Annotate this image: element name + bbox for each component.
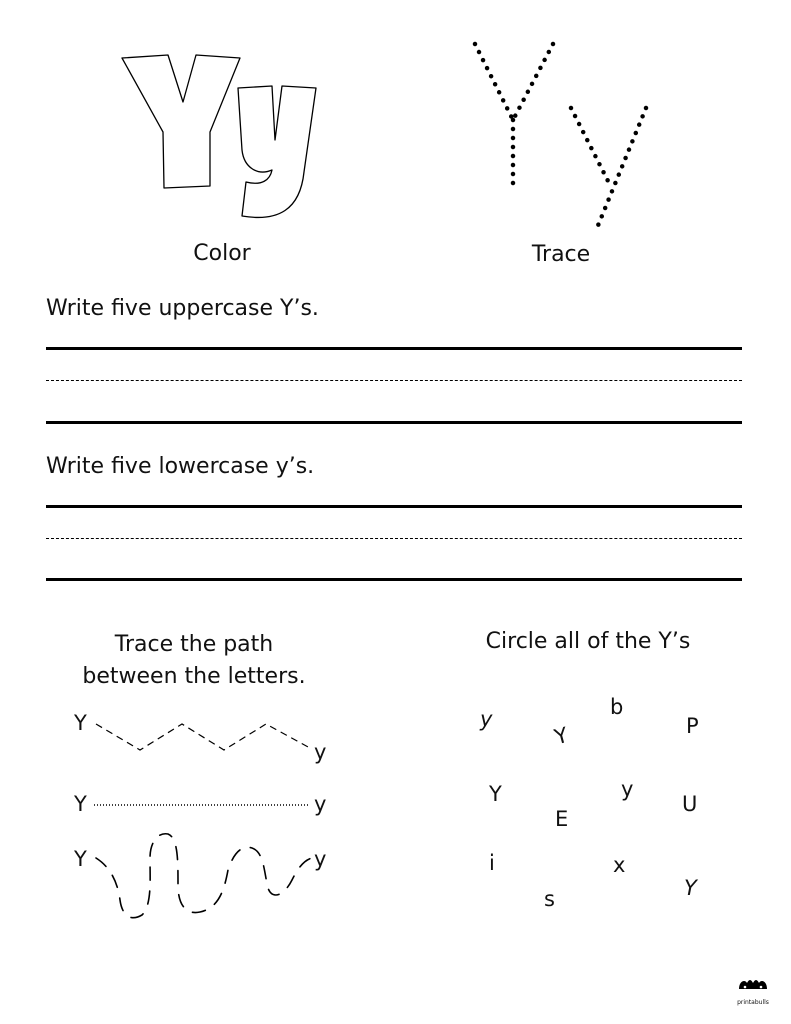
path-end-letter: y bbox=[314, 740, 327, 764]
scattered-letter[interactable]: y bbox=[480, 707, 493, 731]
color-label: Color bbox=[193, 241, 251, 266]
zigzag-path bbox=[96, 724, 310, 750]
wavy-path bbox=[96, 834, 312, 918]
path-start-letter: Y bbox=[74, 792, 87, 816]
trace-label: Trace bbox=[531, 242, 591, 267]
path-end-letter: y bbox=[314, 792, 327, 816]
scattered-letter[interactable]: Y bbox=[684, 876, 697, 900]
scattered-letter[interactable]: b bbox=[610, 695, 624, 719]
lowercase-prompt: Write five lowercase y’s. bbox=[46, 454, 315, 479]
path-start-letter: Y bbox=[74, 847, 87, 871]
scattered-letter[interactable]: Y bbox=[489, 782, 502, 806]
scattered-letter[interactable]: Y bbox=[551, 722, 571, 750]
path-end-letter: y bbox=[314, 847, 327, 871]
path-start-letter: Y bbox=[74, 711, 87, 735]
scattered-letter[interactable]: x bbox=[613, 853, 626, 877]
scattered-letter[interactable]: s bbox=[544, 887, 555, 911]
logo-text: printabulls bbox=[737, 999, 769, 1006]
scattered-letter[interactable]: E bbox=[555, 807, 569, 831]
printabulls-logo bbox=[733, 975, 773, 1005]
path-title-line1: Trace the path bbox=[114, 632, 274, 657]
scattered-letter[interactable]: U bbox=[682, 792, 698, 816]
circle-activity-title: Circle all of the Y’s bbox=[485, 629, 691, 654]
uppercase-prompt: Write five uppercase Y’s. bbox=[46, 296, 319, 321]
scattered-letter[interactable]: P bbox=[686, 714, 699, 738]
scattered-letter[interactable]: i bbox=[489, 851, 495, 875]
scattered-letter[interactable]: y bbox=[621, 777, 634, 801]
path-title-line2: between the letters. bbox=[82, 664, 306, 689]
bull-icon bbox=[733, 975, 773, 997]
